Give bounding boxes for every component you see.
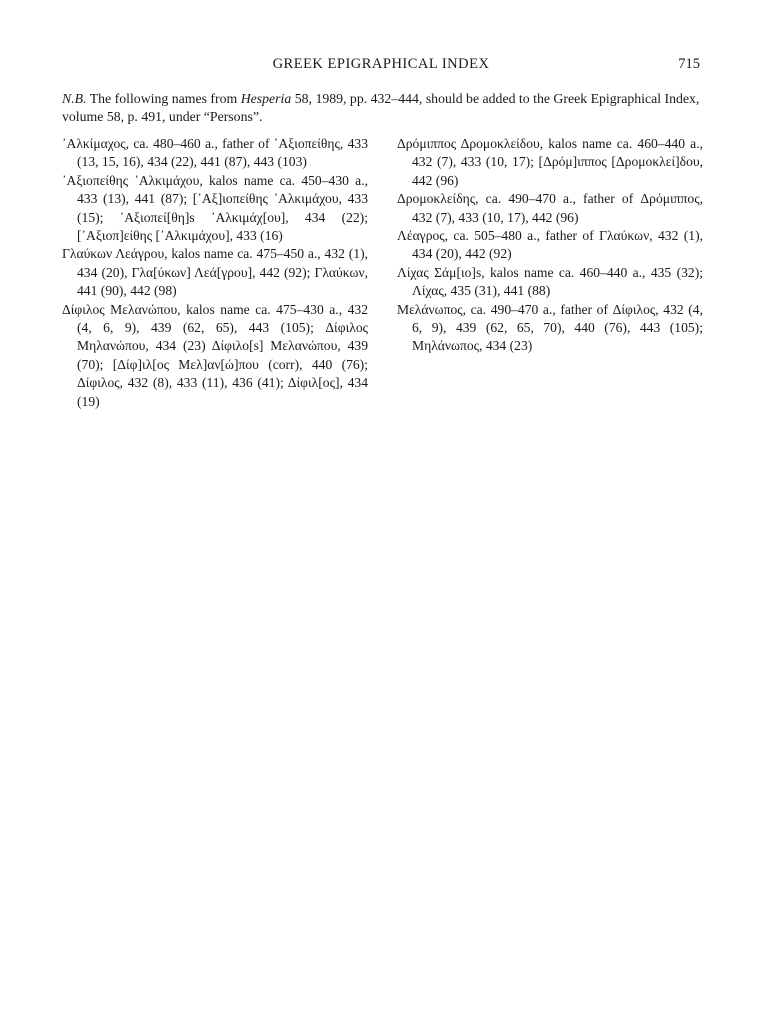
note-text-2: 58, 1989, pp. 432–444, should be added to the Greek Epigraphical Index, volume 58, p. 491, under “Persons”. (62, 91, 700, 124)
index-entry: Λίχας Σάμ[ιο]s, kalos name ca. 460–440 a., 435 (32); Λίχας, 435 (31), 441 (88) (397, 264, 703, 299)
index-entry: Δίφιλος Μελανώπου, kalos name ca. 475–430 a., 432 (4, 6, 9), 439 (62, 65), 443 (105); Δίφιλος Μηλανώπου, 434 (23) Δίφιλο[s] Μελανώπου, 439 (70); [Δίφ]ιλ[ος Μελ]αν[ώ]που (corr), 440 (76); Δίφιλος, 432 (8), 433 (11), 436 (41); Δίφιλ[ος], 434 (19) (62, 301, 368, 409)
index-entry: Λέαγρος, ca. 505–480 a., father of Γλαύκων, 432 (1), 434 (20), 442 (92) (397, 228, 703, 262)
index-entry: Μελάνωπος, ca. 490–470 a., father of Δίφιλος, 432 (4, 6, 9), 439 (62, 65, 70), 440 (76), 443 (105); Μηλάνωπος, 434 (23) (397, 301, 703, 354)
index-entry: Δρόμιππος Δρομοκλείδου, kalos name ca. 460–440 a., 432 (7), 433 (10, 17); [Δρόμ]ιππος [Δρομοκλεί]δου, 442 (96) (397, 136, 703, 188)
editorial-note (62, 90, 702, 126)
index-entry: ᾿Αλκίμαχος, ca. 480–460 a., father of ᾿Αξιοπείθης, 433 (13, 15, 16), 434 (22), 441 (87), 443 (103) (62, 136, 368, 170)
running-head (0, 56, 762, 76)
note-journal: Hesperia (240, 91, 292, 106)
note-text-1: The following names from (86, 91, 241, 106)
index-entry: Γλαύκων Λεάγρου, kalos name ca. 475–450 a., 432 (1), 434 (20), Γλα[ύκων] Λεά[γρου], 442 (92); Γλαύκων, 441 (90), 442 (98) (62, 246, 368, 299)
index-column-left (62, 135, 368, 411)
page-number: 715 (678, 56, 700, 72)
running-title: GREEK EPIGRAPHICAL INDEX (272, 56, 490, 72)
index-column-right (397, 135, 703, 356)
note-nb: N.B. (62, 91, 87, 106)
index-entry: Δρομοκλείδης, ca. 490–470 a., father of Δρόμιππος, 432 (7), 433 (10, 17), 442 (96) (397, 191, 703, 225)
index-entry: ᾿Αξιοπείθης ᾿Αλκιμάχου, kalos name ca. 450–430 a., 433 (13), 441 (87); [᾿Αξ]ιοπείθης ᾿Αλκιμάχου, 433 (15); ᾿Αξιοπεί[θη]s ᾿Αλκιμάχ[ου], 434 (22); [᾿Αξιοπ]είθης [᾿Αλκιμάχου], 433 (16) (62, 172, 368, 244)
